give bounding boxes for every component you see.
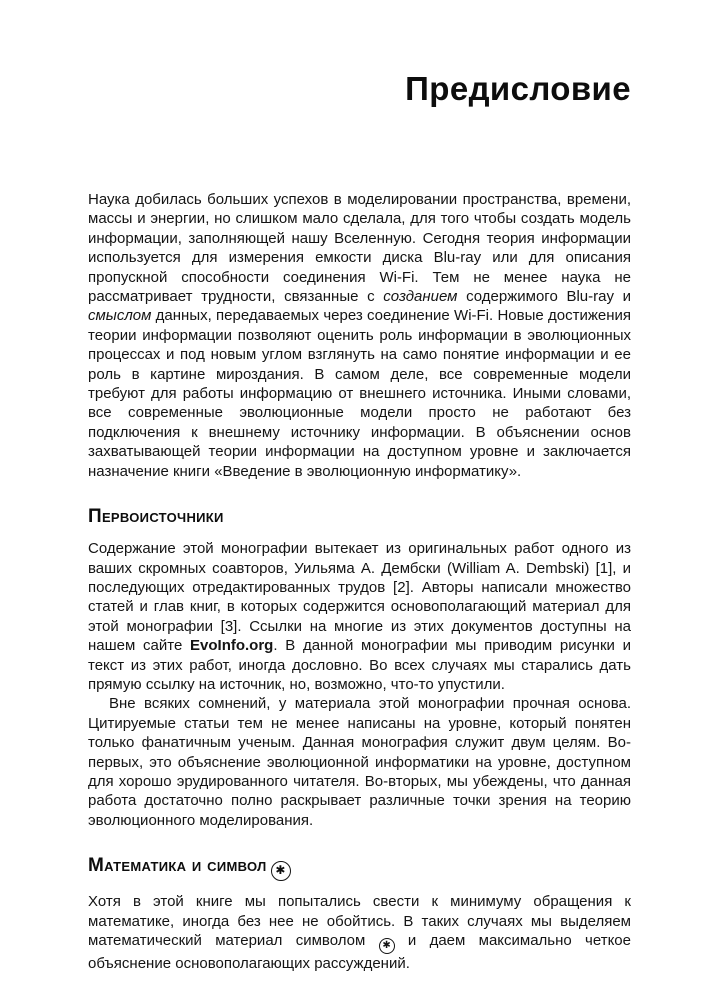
intro-paragraph: Наука добилась больших успехов в моделировании пространства, времени, массы и энергии, но слишком мало сделала, для того чтобы создать модель информации, заполняющей нашу Вселенную. Сегодня теория информации используется для измерения емкости диска Blu-ray или для описания пропускной способности соединения Wi-Fi. Тем не менее наука не рассматривает трудности, связанные с созданием содержимого Blu-ray и смыслом данных, передаваемых через соединение Wi-Fi. Новые достижения теории информации позволяют оценить роль информации в эволюционных процессах и под новым углом взглянуть на само понятие информации и ее роль в картине мироздания. В самом деле, все современные модели требуют для работы информацию от внешнего источника. Иными словами, все современные эволюционные модели просто не работают без подключения к внешнему источнику информации. В объяснении основ захватывающей теории информации на доступном уровне и заключается назначение книги «Введение в эволюционную информатику». (88, 191, 631, 480)
section-heading-sources (88, 506, 631, 528)
section-heading-math-symbol (88, 855, 631, 881)
section-heading-sources-text: Первоисточники (88, 506, 224, 528)
section-heading-math-text: Математика и символ (88, 855, 267, 877)
sources-paragraph-1: Содержание этой монографии вытекает из оригинальных работ одного из ваших скромных соавторов, Уильяма А. Дембски (William A. Dembski) [1], и последующих отредактированных трудов [2]. Авторы написали множество статей и глав книг, в которых содержится основополагающий материал для этой монографии [3]. Ссылки на многие из этих документов доступны на нашем сайте EvoInfo.org. В данной монографии мы приводим рисунки и текст из этих работ, иногда дословно. Во всех случаях мы старались дать прямую ссылку на источник, но, возможно, что-то упустили. (88, 540, 631, 693)
page-title: Предисловие (405, 70, 631, 107)
circled-asterisk-icon: ✱ (271, 861, 291, 881)
circled-asterisk-icon: ✱ (379, 938, 395, 954)
math-paragraph: Хотя в этой книге мы попытались свести к минимуму обращения к математике, иногда без нее не обойтись. В таких случаях мы выделяем математический материал символом ✱ и даем максимально четкое объяснение основополагающих рассуждений. (88, 893, 631, 972)
sources-paragraph-2: Вне всяких сомнений, у материала этой монографии прочная основа. Цитируемые статьи тем не менее написаны на уровне, который понятен только фанатичным ученым. Данная монография служит двум целям. Во-первых, это объяснение эволюционной информатики на уровне, доступном для хорошо эрудированного читателя. Во-вторых, мы убеждены, что данная работа достаточно полно раскрывает различные точки зрения на теорию эволюционного моделирования. (88, 695, 631, 829)
